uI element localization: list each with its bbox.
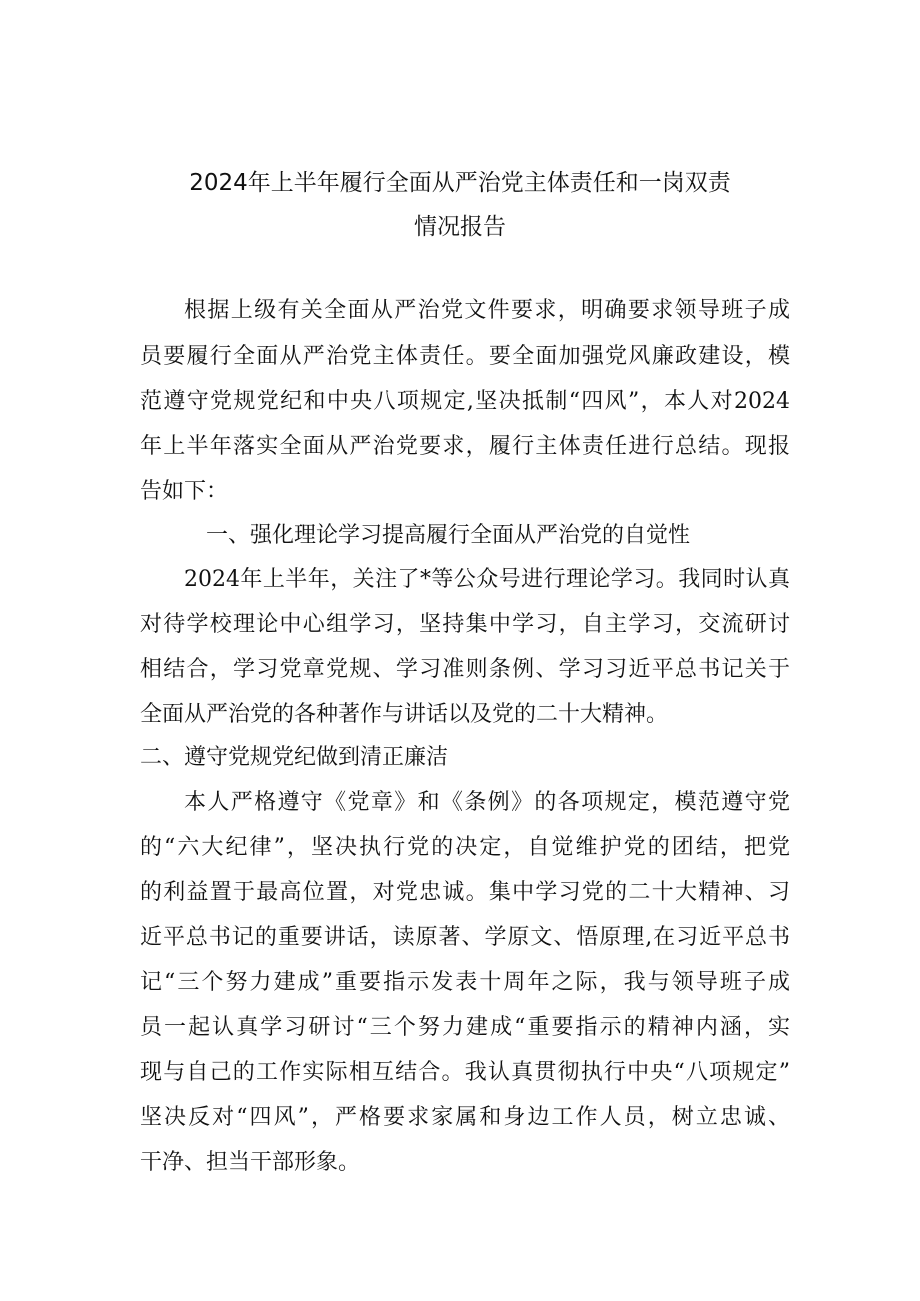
section-2-heading: 二、遵守党规党纪做到清正廉洁	[140, 745, 449, 770]
section-1-line: 对待学校理论中心组学习，坚持集中学习，自主学习，交流研讨	[140, 612, 790, 637]
section-2-line: 记“三个努力建成”重要指示发表十周年之际，我与领导班子成	[140, 970, 790, 995]
section-1-line: 2024年上半年，关注了*等公众号进行理论学习。我同时认真	[184, 567, 790, 592]
section-2-line: 坚决反对“四风”，严格要求家属和身边工作人员，树立忠诚、	[140, 1105, 790, 1130]
document-title-line-1: 2024年上半年履行全面从严治党主体责任和一岗双责	[189, 170, 731, 196]
section-1-line: 相结合，学习党章党规、学习准则条例、学习习近平总书记关于	[140, 657, 790, 682]
section-2-line: 员一起认真学习研讨“三个努力建成“重要指示的精神内涵，实	[140, 1015, 790, 1040]
document-title-line-2: 情况报告	[414, 214, 506, 240]
intro-line: 员要履行全面从严治党主体责任。要全面加强党风廉政建设，模	[140, 344, 790, 369]
section-1-line: 全面从严治党的各种著作与讲话以及党的二十大精神。	[140, 702, 669, 727]
section-2-line: 近平总书记的重要讲话，读原著、学原文、悟原理,在习近平总书	[140, 925, 790, 950]
intro-line: 根据上级有关全面从严治党文件要求，明确要求领导班子成	[184, 298, 790, 323]
section-2-line: 的利益置于最高位置，对党忠诚。集中学习党的二十大精神、习	[140, 880, 790, 905]
section-2-line: 干净、担当干部形象。	[140, 1150, 361, 1175]
section-2-line: 现与自己的工作实际相互结合。我认真贯彻执行中央“八项规定”	[140, 1060, 790, 1085]
section-1-heading: 一、强化理论学习提高履行全面从严治党的自觉性	[206, 523, 691, 548]
section-2-line: 的“六大纪律”，坚决执行党的决定，自觉维护党的团结，把党	[140, 835, 790, 860]
intro-line: 告如下：	[140, 479, 229, 504]
intro-line: 年上半年落实全面从严治党要求，履行主体责任进行总结。现报	[140, 434, 790, 459]
intro-line: 范遵守党规党纪和中央八项规定,坚决抵制“四风”，本人对2024	[140, 389, 790, 414]
section-2-line: 本人严格遵守《党章》和《条例》的各项规定，模范遵守党	[184, 790, 790, 815]
